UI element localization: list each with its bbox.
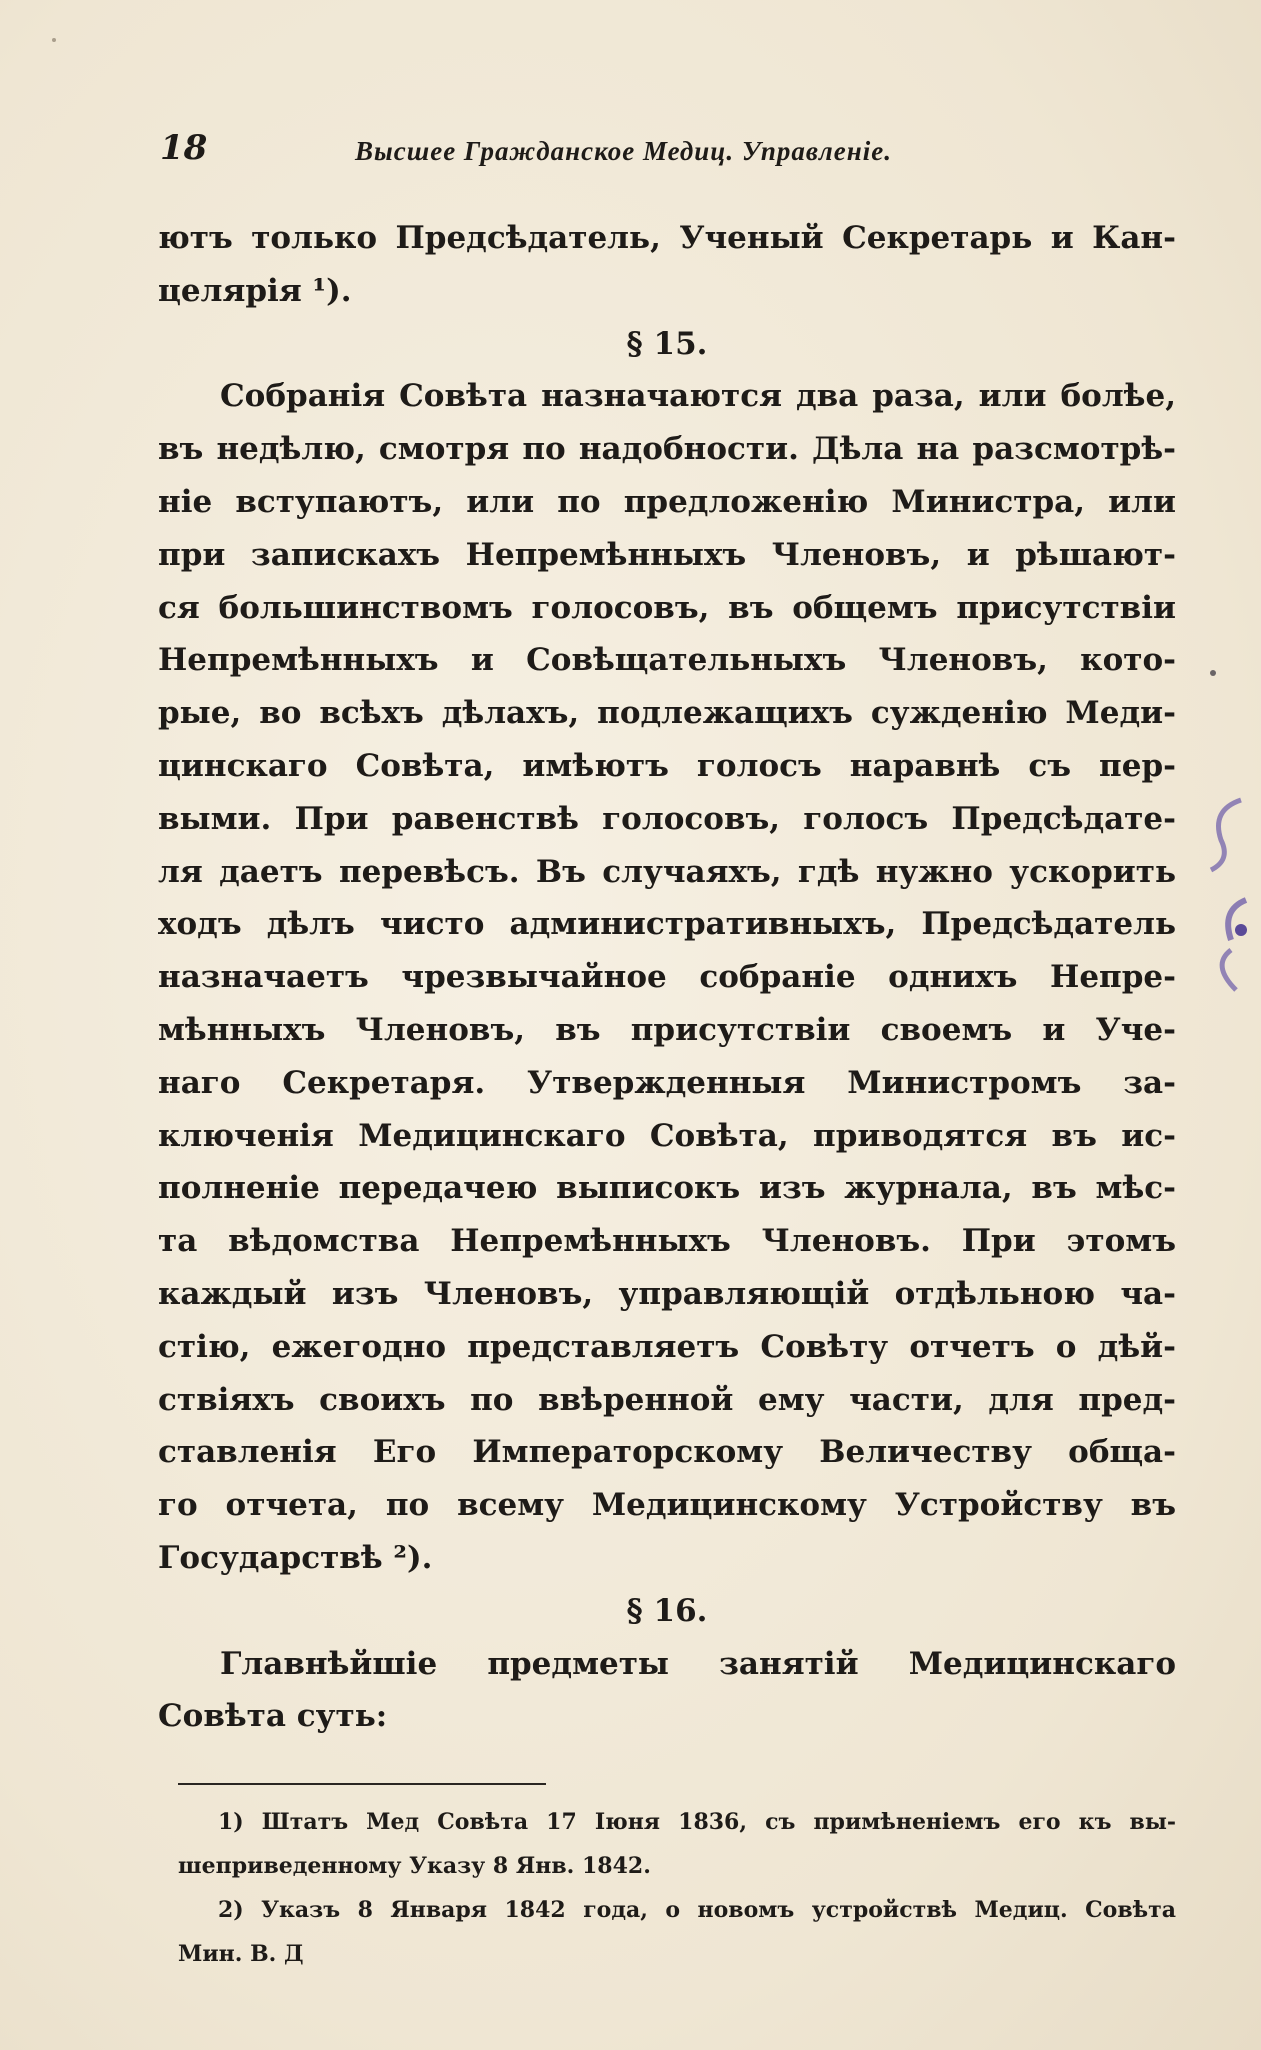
- text-line: ствіяхъ своихъ по ввѣренной ему части, для пред-: [158, 1381, 1176, 1418]
- text-line: го отчета, по всему Медицинскому Устройству въ: [158, 1487, 1176, 1524]
- footnote-line: шеприведенному Указу 8 Янв. 1842.: [178, 1853, 651, 1879]
- text-line: целярія ¹).: [158, 272, 352, 309]
- page-number: 18: [160, 128, 208, 168]
- text-line: ходъ дѣлъ чисто административныхъ, Предсѣдатель: [158, 906, 1176, 943]
- text-line: ключенія Медицинскаго Совѣта, приводятся въ ис-: [158, 1117, 1176, 1154]
- text-line: Государствѣ ²).: [158, 1539, 433, 1576]
- text-line: мѣнныхъ Членовъ, въ присутствіи своемъ и Уче-: [158, 1011, 1176, 1048]
- footnote-line: 2) Указъ 8 Января 1842 года, о новомъ устройствѣ Медиц. Совѣта: [218, 1897, 1176, 1923]
- paper-speck: [52, 38, 56, 42]
- text-line: выми. При равенствѣ голосовъ, голосъ Предсѣдате-: [158, 800, 1176, 837]
- page-header: [160, 128, 1060, 168]
- main-text: [158, 212, 1176, 1743]
- text-line: при запискахъ Непремѣнныхъ Членовъ, и рѣшают-: [158, 536, 1176, 573]
- text-line: стію, ежегодно представляетъ Совѣту отчетъ о дѣй-: [158, 1328, 1176, 1365]
- running-head: Высшее Гражданское Медиц. Управленіе.: [355, 136, 893, 166]
- footnote-line: 1) Штатъ Мед Совѣта 17 Іюня 1836, съ примѣненіемъ его къ вы-: [218, 1809, 1176, 1835]
- text-line: Непремѣнныхъ и Совѣщательныхъ Членовъ, кото-: [158, 642, 1176, 679]
- text-line: каждый изъ Членовъ, управляющій отдѣльною ча-: [158, 1275, 1176, 1312]
- text-line: полненіе передачею выписокъ изъ журнала, въ мѣс-: [158, 1170, 1176, 1207]
- text-line: въ недѣлю, смотря по надобности. Дѣла на разсмотрѣ-: [158, 431, 1176, 468]
- text-line: цинскаго Совѣта, имѣютъ голосъ наравнѣ съ пер-: [158, 747, 1176, 784]
- ink-speck: [1210, 670, 1216, 676]
- text-line: наго Секретаря. Утвержденныя Министромъ за-: [158, 1064, 1176, 1101]
- text-line: назначаетъ чрезвычайное собраніе однихъ Непре-: [158, 959, 1176, 996]
- text-line: Совѣта суть:: [158, 1698, 388, 1735]
- library-stamp-fragment: [1201, 790, 1261, 1000]
- section-heading-15: § 15.: [626, 325, 708, 362]
- text-line: рые, во всѣхъ дѣлахъ, подлежащихъ сужденію Меди-: [158, 695, 1176, 732]
- text-line: та вѣдомства Непремѣнныхъ Членовъ. При этомъ: [158, 1223, 1176, 1260]
- text-line: ся большинствомъ голосовъ, въ общемъ присутствіи: [158, 589, 1176, 626]
- text-line: Главнѣйшіе предметы занятій Медицинскаго: [220, 1645, 1176, 1682]
- text-line: ніе вступаютъ, или по предложенію Министра, или: [158, 483, 1176, 520]
- footnotes: [178, 1800, 1176, 1976]
- section-heading-16: § 16.: [626, 1592, 708, 1629]
- text-line: ставленія Его Императорскому Величеству обща-: [158, 1434, 1176, 1471]
- text-line: ля даетъ перевѣсъ. Въ случаяхъ, гдѣ нужно ускорить: [158, 853, 1176, 890]
- text-line: ютъ только Предсѣдатель, Ученый Секретарь и Кан-: [158, 220, 1176, 256]
- text-line: Собранія Совѣта назначаются два раза, или болѣе,: [220, 378, 1176, 415]
- footnote-line: Мин. В. Д: [178, 1941, 304, 1967]
- footnote-divider: [178, 1783, 546, 1785]
